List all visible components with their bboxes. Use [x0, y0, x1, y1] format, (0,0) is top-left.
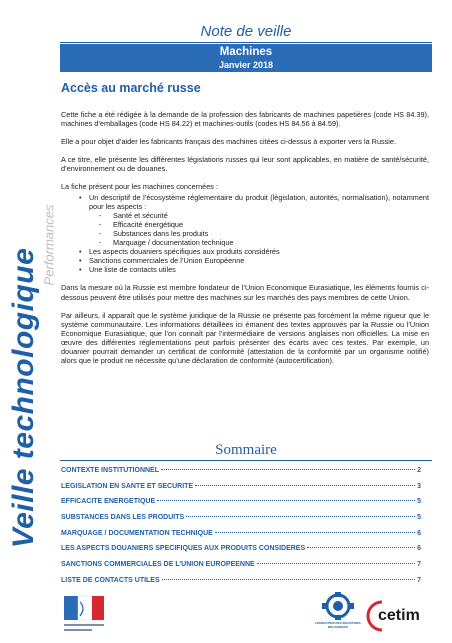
paragraph-2: Elle a pour objet d’aider les fabricants français des machines citées ci-dessus à exporter vers la Russie.: [61, 137, 397, 147]
paragraph-6: Par ailleurs, il apparaît que le système juridique de la Russie ne présente pas forcément la même rigueur que le système communautaire. Les informations détaillées ici émanent des textes approuvés par la Russie ou l’Union Economique Eurasiatique, que l’on connaît par l’intermédiaire de versions anglaises non officielles. La mise en œuvre des différentes réglementations peut parfois présenter des écarts avec ces textes. Par exemple, un douanier pourrait demander un certificat de conformité (attestation de la conformité par un organisme notifié) alors que le produit ne nécessite qu’une déclaration de conformité (autocertification).: [61, 310, 429, 366]
toc-leader: [195, 485, 415, 486]
header-band: [60, 44, 432, 72]
cetim-logo-text: cetim: [378, 607, 420, 624]
toc-entry-page: 6: [417, 529, 421, 537]
toc-leader: [161, 469, 415, 470]
sub-list: [89, 211, 429, 247]
side-title: [4, 188, 44, 608]
header-rule: [60, 42, 432, 43]
toc-entry-label: SUBSTANCES DANS LES PRODUITS: [61, 514, 185, 522]
sub-list-item: - Substances dans les produits: [113, 229, 429, 238]
toc-entry[interactable]: [61, 561, 421, 577]
toc-entry[interactable]: [61, 530, 421, 546]
toc-entry-label: MARQUAGE / DOCUMENTATION TECHNIQUE: [61, 529, 213, 537]
paragraph-4-intro: La fiche présent pour les machines concernées :: [61, 182, 218, 192]
toc-entry-label: LES ASPECTS DOUANIERS SPECIFIQUES AUX PRODUITS CONSIDERES: [61, 545, 306, 553]
paragraph-1: Cette fiche a été rédigée à la demande de la profession des fabricants de machines papetières (code HS 84.39), machines d’emballages (code HS 84.22) et machines-outils (codes HS 84.56 à 84.59).: [61, 110, 429, 129]
toc-entry-label: EFFICACITE ENERGETIQUE: [61, 498, 156, 506]
toc-entry-page: 6: [417, 545, 421, 553]
note-type-title: Note de veille: [200, 23, 292, 40]
toc-leader: [215, 532, 415, 533]
toc-entry-page: 7: [417, 561, 421, 569]
toc-entry-label: LEGISLATION EN SANTE ET SECURITE: [61, 482, 194, 490]
government-logo-icon: [60, 590, 108, 636]
table-of-contents: [61, 467, 421, 593]
publication-date: Janvier 2018: [218, 60, 274, 70]
toc-leader: [307, 547, 415, 548]
fim-logo-text: FÉDÉRATION DES INDUSTRIES MÉCANIQUES: [315, 621, 361, 629]
toc-entry-label: CONTEXTE INSTITUTIONNEL: [61, 467, 159, 474]
toc-entry[interactable]: [61, 577, 421, 593]
cetim-logo: [362, 596, 432, 636]
toc-entry-page: 3: [417, 482, 421, 490]
fim-logo-icon: [320, 592, 356, 636]
list-item: • Une liste de contacts utiles: [89, 265, 429, 274]
list-item: [89, 193, 429, 248]
sub-list-item: - Efficacité énergétique: [113, 220, 429, 229]
toc-entry[interactable]: [61, 483, 421, 499]
list-item-text: Un descriptif de l’écosystème réglementaire du produit (législation, autorités, normalisation), notamment pour les aspects :: [89, 192, 429, 211]
toc-leader: [162, 579, 415, 580]
toc-entry[interactable]: [61, 498, 421, 514]
toc-entry-page: 5: [417, 498, 421, 506]
paragraph-3: A ce titre, elle présente les différentes législations russes qui leur sont applicables, en matière de santé/sécurité, d’environnement ou de douanes.: [61, 155, 429, 174]
page-heading: Accès au marché russe: [61, 81, 201, 95]
sub-list-item: - Santé et sécurité: [113, 211, 429, 220]
toc-entry-label: SANCTIONS COMMERCIALES DE L’UNION EUROPEENNE: [61, 561, 255, 569]
list-item: • Sanctions commerciales de l’Union Européenne: [89, 256, 429, 265]
sommaire-title: Sommaire: [215, 442, 277, 458]
toc-leader: [186, 516, 415, 517]
toc-leader: [157, 500, 415, 501]
toc-leader: [257, 563, 415, 564]
toc-entry-page: 7: [417, 576, 421, 584]
list-item: • Les aspects douaniers spécifiques aux produits considérés: [89, 247, 429, 256]
paragraph-5: Dans la mesure où la Russie est membre fondateur de l’Union Economique Eurasiatique, les éléments fournis ci-dessous peuvent être utilisés pour mettre des machines sur les marchés des pays membres de cette Union.: [61, 283, 429, 302]
main-content: [61, 80, 429, 374]
side-title-text: Veille technologique: [7, 247, 40, 549]
side-subtitle-text: Performances: [41, 204, 57, 286]
sub-list-item: - Marquage / documentation technique: [113, 238, 429, 247]
sommaire-rule: [60, 460, 432, 461]
toc-entry[interactable]: [61, 514, 421, 530]
toc-entry-page: 5: [417, 514, 421, 522]
toc-entry-page: 2: [417, 467, 421, 474]
fim-logo: [315, 592, 361, 636]
content-list: [61, 193, 429, 275]
toc-entry[interactable]: [61, 467, 421, 483]
toc-entry-label: LISTE DE CONTACTS UTILES: [61, 576, 160, 584]
subject-title: Machines: [219, 46, 273, 58]
toc-entry[interactable]: [61, 545, 421, 561]
side-subtitle: [41, 190, 57, 300]
